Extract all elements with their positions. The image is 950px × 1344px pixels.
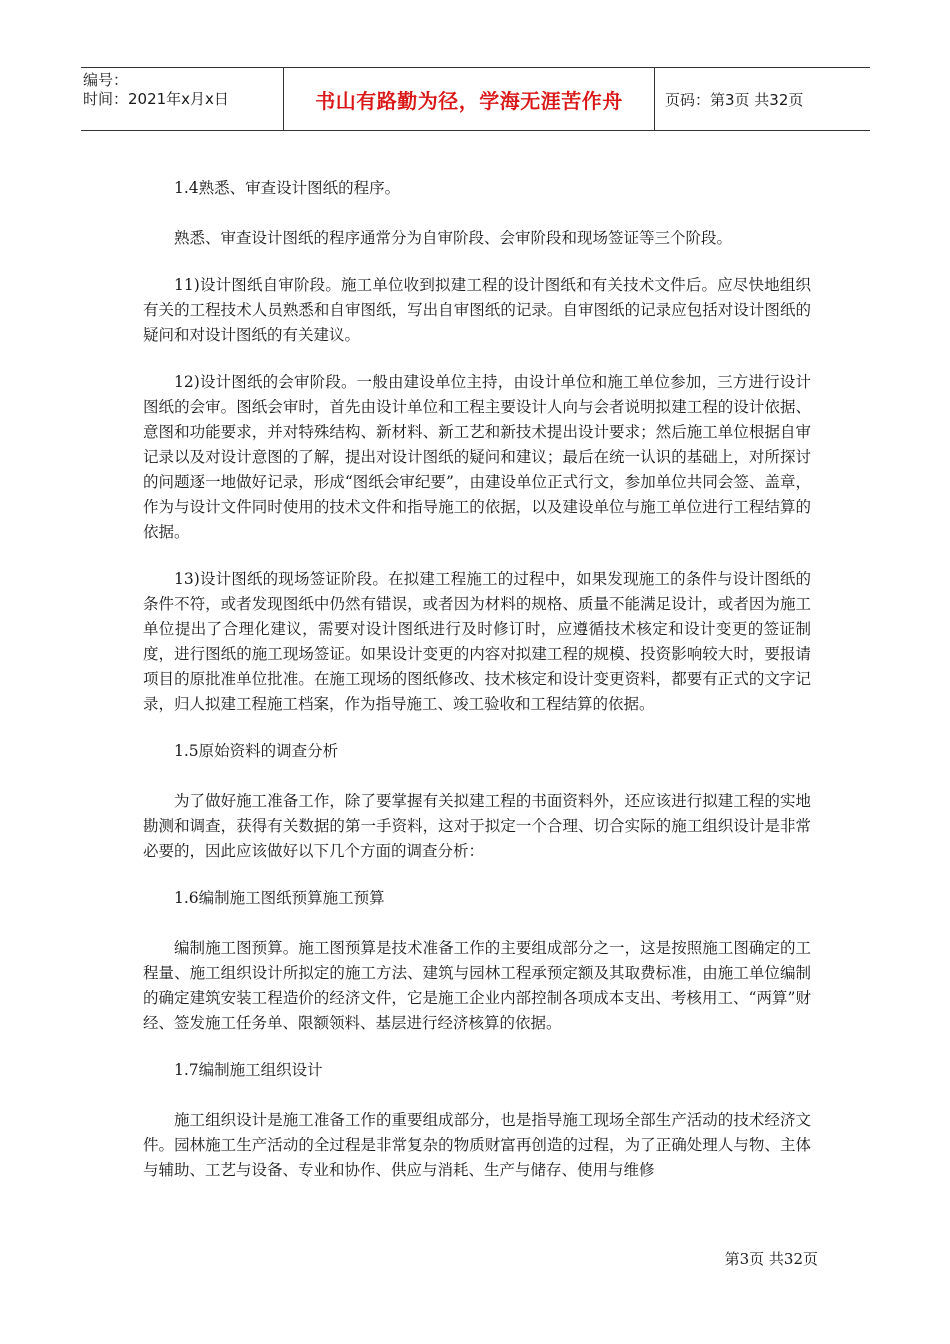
paragraph: 12)设计图纸的会审阶段。一般由建设单位主持，由设计单位和施工单位参加，三方进行设计图纸的会审。图纸会审时，首先由设计单位和工程主要设计人向与会者说明拟建工程的设计依据、意图和功能要求，并对特殊结构、新材料、新工艺和新技术提出设计要求；然后施工单位根据自审记录以及对设计意图的了解，提出对设计图纸的疑问和建议；最后在统一认识的基础上，对所探讨的问题逐一地做好记录，形成“图纸会审纪要”，由建设单位正式行文，参加单位共同会签、盖章，作为与设计文件同时使用的技术文件和指导施工的依据，以及建设单位与施工单位进行工程结算的依据。: [143, 373, 811, 541]
date-line: 时间：2021年x月x日: [83, 90, 229, 108]
paragraph: 熟悉、审查设计图纸的程序通常分为自审阶段、会审阶段和现场签证等三个阶段。: [174, 229, 733, 247]
section-heading-1-4: 1.4熟悉、审查设计图纸的程序。: [174, 179, 401, 197]
section-heading-1-7: 1.7编制施工组织设计: [174, 1061, 323, 1079]
page-header: [81, 67, 870, 131]
section-heading-1-5: 1.5原始资料的调查分析: [174, 742, 339, 760]
paragraph: 为了做好施工准备工作，除了要掌握有关拟建工程的书面资料外，还应该进行拟建工程的实地勘测和调查，获得有关数据的第一手资料，这对于拟定一个合理、切合实际的施工组织设计是非常必要的，因此应该做好以下几个方面的调查分析：: [143, 792, 811, 860]
section-heading-1-6: 1.6编制施工图纸预算施工预算: [174, 889, 385, 907]
page-footer: 第3页 共32页: [724, 1250, 818, 1268]
motto: 书山有路勤为径，学海无涯苦作舟: [284, 68, 655, 130]
number-label: 编号：: [83, 71, 129, 89]
header-left-cell: [81, 68, 284, 130]
page-code: 页码：第3页 共32页: [665, 90, 804, 109]
paragraph: 13)设计图纸的现场签证阶段。在拟建工程施工的过程中，如果发现施工的条件与设计图纸的条件不符，或者发现图纸中仍然有错误，或者因为材料的规格、质量不能满足设计，或者因为施工单位提出了合理化建议，需要对设计图纸进行及时修订时，应遵循技术核定和设计变更的签证制度，进行图纸的施工现场签证。如果设计变更的内容对拟建工程的规模、投资影响较大时，要报请项目的原批准单位批准。在施工现场的图纸修改、技术核定和设计变更资料，都要有正式的文字记录，归人拟建工程施工档案，作为指导施工、竣工验收和工程结算的依据。: [143, 570, 811, 713]
document-body: [143, 176, 811, 1205]
paragraph: 施工组织设计是施工准备工作的重要组成部分，也是指导施工现场全部生产活动的技术经济文件。园林施工生产活动的全过程是非常复杂的物质财富再创造的过程，为了正确处理人与物、主体与辅助、工艺与设备、专业和协作、供应与消耗、生产与储存、使用与维修: [143, 1111, 811, 1179]
paragraph: 11)设计图纸自审阶段。施工单位收到拟建工程的设计图纸和有关技术文件后。应尽快地组织有关的工程技术人员熟悉和自审图纸，写出自审图纸的记录。自审图纸的记录应包括对设计图纸的疑问和对设计图纸的有关建议。: [143, 276, 811, 344]
paragraph: 编制施工图预算。施工图预算是技术准备工作的主要组成部分之一，这是按照施工图确定的工程量、施工组织设计所拟定的施工方法、建筑与园林工程承预定额及其取费标准，由施工单位编制的确定建筑安装工程造价的经济文件，它是施工企业内部控制各项成本支出、考核用工、“两算”财经、签发施工任务单、限额领料、基层进行经济核算的依据。: [143, 939, 811, 1032]
